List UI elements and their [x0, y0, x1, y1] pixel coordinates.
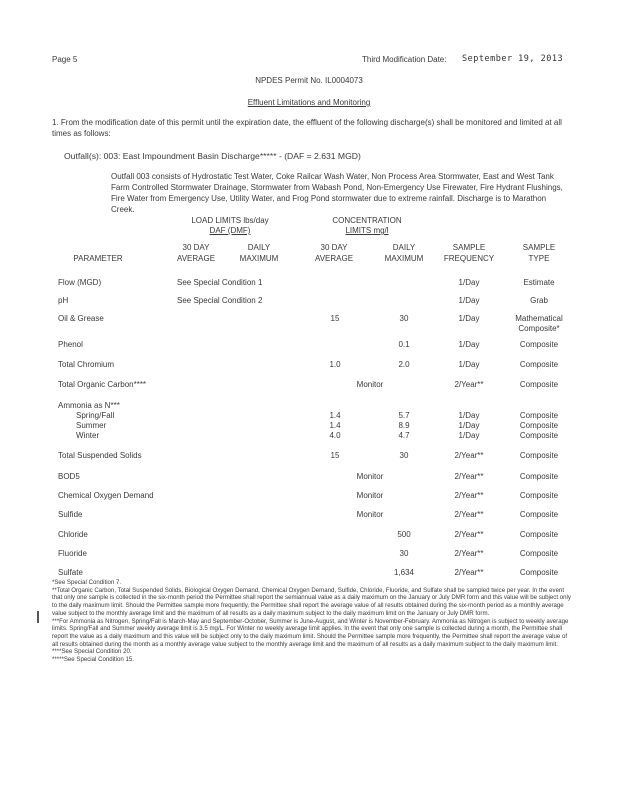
- col-type-1: SAMPLE: [522, 243, 556, 252]
- col-parameter: PARAMETER: [73, 254, 123, 263]
- col-conc-avg-2: AVERAGE: [314, 254, 354, 263]
- row-sample-type: Composite: [519, 360, 559, 369]
- row-parameter: Fluoride: [58, 549, 87, 558]
- load-limits-heading: LOAD LIMITS lbs/day: [191, 216, 269, 225]
- concentration-heading: CONCENTRATION: [332, 216, 402, 225]
- row-sample-type: Composite: [519, 510, 559, 519]
- footnote-3: ***For Ammonia as Nitrogen, Spring/Fall is March-May and September-October, Summer is June-August, and Winter is November-February. Ammonia as Nitrogen is subject to weekly average limits. Spring/Fall and Summer weekly average limit is 3.5 mg/L. For Winter no weekly average limit applies. In the event that only one sample is collected during a month, the Permittee shall report the value as a daily maximum and this value will be subject only to the daily maximum limit. Should the Permittee sample more frequently, the Permittee shall report the average value of all results obtained during the month as a monthly average value subject to the monthly average limit and the maximum of all results as a daily maximum subject to the daily maximum limit.: [52, 617, 569, 648]
- row-sample-type: Composite: [519, 411, 559, 420]
- row-parameter: Chloride: [58, 530, 88, 539]
- col-load-avg-1: 30 DAY: [182, 243, 210, 252]
- row-conc-max: 30: [399, 549, 409, 558]
- permit-number: NPDES Permit No. IL0004073: [255, 76, 363, 85]
- row-frequency: 2/Year**: [454, 472, 484, 481]
- row-special-condition: See Special Condition 1: [177, 278, 263, 287]
- row-parameter: Ammonia as N***: [58, 401, 120, 410]
- row-conc-max: 4.7: [398, 431, 410, 440]
- row-sample-type: Composite: [519, 421, 559, 430]
- row-conc-max: 500: [397, 530, 411, 539]
- daf-heading: DAF (DMF): [209, 226, 251, 235]
- col-type-2: TYPE: [528, 254, 550, 263]
- row-conc-max: 30: [399, 314, 409, 323]
- row-frequency: 2/Year**: [454, 380, 484, 389]
- row-sample-type: Composite: [519, 451, 559, 460]
- row-monitor: Monitor: [356, 491, 384, 500]
- col-conc-max-1: DAILY: [392, 243, 416, 252]
- row-special-condition: See Special Condition 2: [177, 296, 263, 305]
- row-monitor: Monitor: [356, 472, 384, 481]
- row-conc-avg: 1.4: [329, 411, 341, 420]
- modification-label: Third Modification Date:: [362, 55, 447, 64]
- footnote-1: *See Special Condition 7.: [52, 579, 122, 586]
- row-conc-max: 1,634: [393, 568, 415, 577]
- outfall-line: Outfall(s): 003: East Impoundment Basin Discharge***** - (DAF = 2.631 MGD): [64, 151, 361, 161]
- row-frequency: 2/Year**: [454, 568, 484, 577]
- row-frequency: 1/Day: [458, 296, 480, 305]
- row-conc-avg: 15: [330, 314, 340, 323]
- col-frequency-2: FREQUENCY: [443, 254, 495, 263]
- row-sample-type: Composite: [519, 380, 559, 389]
- row-conc-max: 0.1: [398, 340, 410, 349]
- row-frequency: 2/Year**: [454, 510, 484, 519]
- row-sample-type: Composite: [519, 431, 559, 440]
- row-frequency: 2/Year**: [454, 530, 484, 539]
- row-conc-avg: 1.0: [329, 360, 341, 369]
- row-sample-type: Composite: [519, 491, 559, 500]
- row-frequency: 1/Day: [458, 340, 480, 349]
- row-parameter: Total Chromium: [58, 360, 115, 369]
- modification-date: September 19, 2013: [462, 54, 564, 64]
- row-frequency: 1/Day: [458, 278, 480, 287]
- row-conc-max: 30: [399, 451, 409, 460]
- footnote-2: **Total Organic Carbon, Total Suspended Solids, Biological Oxygen Demand, Chemical Oxygen Demand, Sulfide, Chloride, Fluoride, and Sulfate shall be sampled twice per year. In the event that only one sample is collected in the six-month period the Permittee shall report the semiannual value as a daily maximum on the January or July DMR form and this value will be subject only to the daily maximum limit. Should the Permittee sample more frequently, the Permittee shall report the average value of all results obtained during the six-month period as a monthly average value subject to the monthly average limit and the maximum of all results as a daily maximum subject to the daily maximum limit on the January or July DMR form.: [52, 586, 571, 617]
- footnote-4: ****See Special Condition 20.: [52, 648, 132, 656]
- row-sample-type: Composite: [519, 549, 559, 558]
- row-sample-type: Composite: [519, 340, 559, 349]
- row-parameter: Winter: [76, 431, 100, 440]
- footnotes: [52, 579, 572, 664]
- row-frequency: 1/Day: [458, 431, 480, 440]
- row-parameter: Sulfide: [58, 510, 83, 519]
- row-parameter: Flow (MGD): [58, 278, 102, 287]
- intro-paragraph: 1. From the modification date of this permit until the expiration date, the effluent of the following discharge(s) shall be monitored and limited at all times as follows:: [52, 118, 562, 138]
- row-frequency: 2/Year**: [454, 451, 484, 460]
- row-sample-type: Mathematical: [515, 314, 563, 323]
- row-frequency: 1/Day: [458, 360, 480, 369]
- row-conc-avg: 4.0: [329, 431, 341, 440]
- col-conc-avg-1: 30 DAY: [320, 243, 348, 252]
- row-frequency: 1/Day: [458, 314, 480, 323]
- col-frequency-1: SAMPLE: [452, 243, 486, 252]
- col-load-avg-2: AVERAGE: [176, 254, 216, 263]
- row-parameter: Phenol: [58, 340, 83, 349]
- concentration-units-heading: LIMITS mg/l: [345, 226, 389, 235]
- row-sample-type: Estimate: [523, 278, 555, 287]
- row-parameter: pH: [58, 296, 69, 305]
- row-parameter: BOD5: [58, 472, 80, 481]
- revision-bar: [37, 611, 39, 623]
- row-parameter: Sulfate: [58, 568, 83, 577]
- outfall-description: Outfall 003 consists of Hydrostatic Test Water, Coke Railcar Wash Water, Non Process Area Stormwater, East and West Tank Farm Controlled Stormwater Drainage, Stormwater from Wabash Pond, Non-Emergency Use Firewater, Fire Hydrant Flushings, Fire Water from Emergency Use, Utility Water, and Frog Pond stormwater due to extreme rainfall. Discharge is to Marathon Creek.: [111, 172, 563, 214]
- col-load-max-1: DAILY: [247, 243, 271, 252]
- row-monitor: Monitor: [356, 510, 384, 519]
- row-conc-avg: 15: [330, 451, 340, 460]
- row-conc-max: 2.0: [398, 360, 410, 369]
- row-parameter: Total Suspended Solids: [58, 451, 142, 460]
- row-parameter: Total Organic Carbon****: [58, 380, 147, 389]
- row-conc-avg: 1.4: [329, 421, 341, 430]
- row-parameter: Spring/Fall: [76, 411, 115, 420]
- section-title: Effluent Limitations and Monitoring: [247, 98, 371, 107]
- row-conc-max: 5.7: [398, 411, 410, 420]
- row-parameter: Oil & Grease: [58, 314, 104, 323]
- row-frequency: 1/Day: [458, 411, 480, 420]
- page-number: Page 5: [52, 55, 78, 64]
- row-sample-type-2: Composite*: [518, 324, 560, 333]
- row-sample-type: Composite: [519, 568, 559, 577]
- row-sample-type: Composite: [519, 530, 559, 539]
- row-parameter: Summer: [76, 421, 107, 430]
- row-frequency: 1/Day: [458, 421, 480, 430]
- footnote-5: *****See Special Condition 15.: [52, 656, 134, 664]
- row-sample-type: Composite: [519, 472, 559, 481]
- row-conc-max: 8.9: [398, 421, 410, 430]
- row-sample-type: Grab: [530, 296, 548, 305]
- row-parameter: Chemical Oxygen Demand: [58, 491, 154, 500]
- row-frequency: 2/Year**: [454, 491, 484, 500]
- row-monitor: Monitor: [356, 380, 384, 389]
- col-load-max-2: MAXIMUM: [239, 254, 279, 263]
- col-conc-max-2: MAXIMUM: [384, 254, 424, 263]
- row-frequency: 2/Year**: [454, 549, 484, 558]
